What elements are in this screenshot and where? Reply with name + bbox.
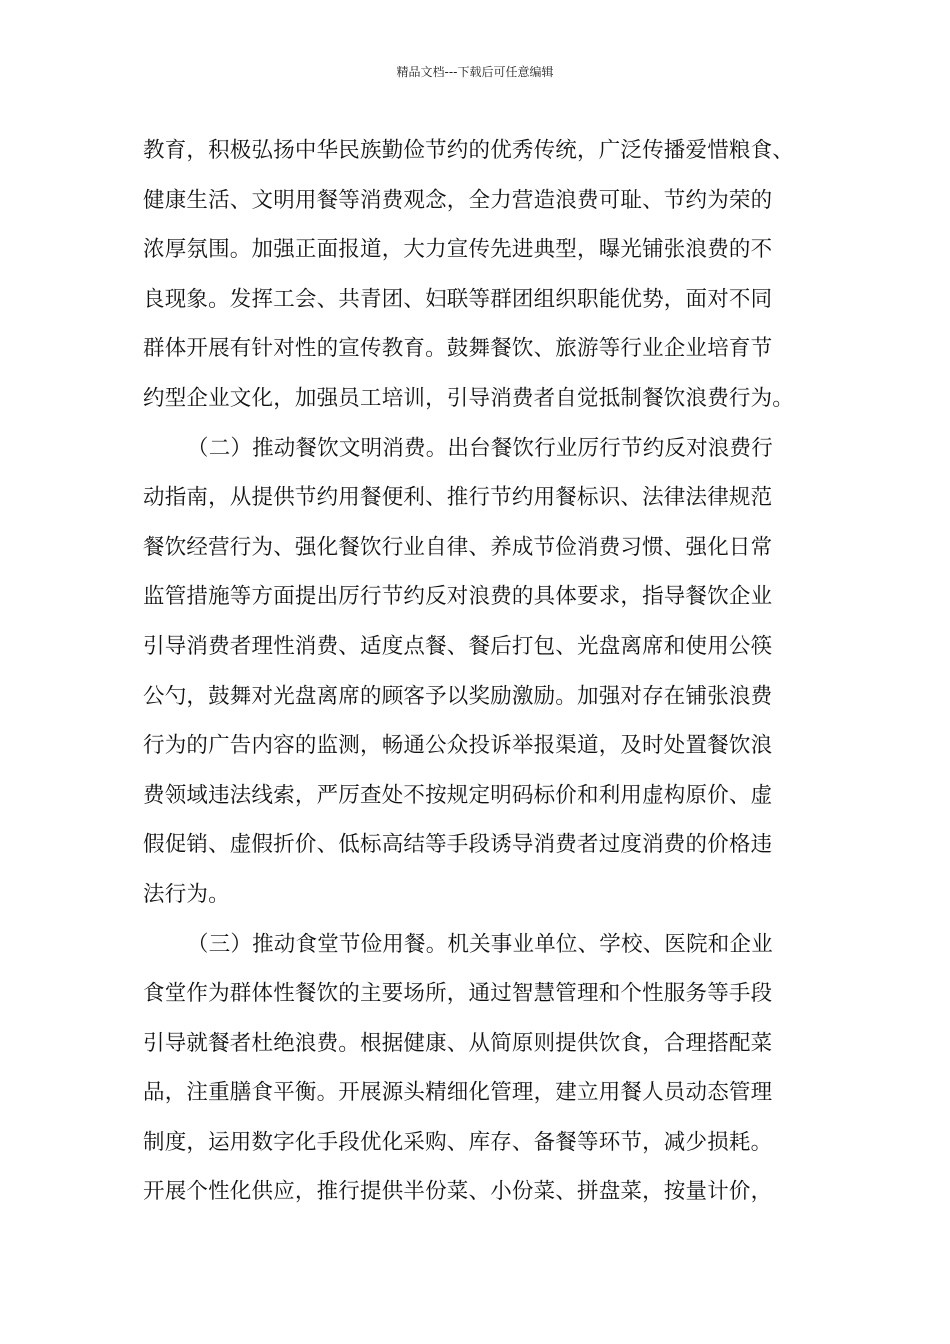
document-body (143, 126, 813, 1217)
text-line: 动指南，从提供节约用餐便利、推行节约用餐标识、法律法律规范 (143, 485, 773, 511)
text-line: 教育，积极弘扬中华民族勤俭节约的优秀传统，广泛传播爱惜粮食、 (143, 138, 795, 163)
page-header: 精品文档---下载后可任意编辑 (396, 65, 554, 79)
text-line: 法行为。 (143, 881, 230, 907)
text-line: 引导就餐者杜绝浪费。根据健康、从简原则提供饮食，合理搭配菜 (143, 1030, 773, 1056)
text-line: 开展个性化供应，推行提供半份菜、小份菜、拼盘菜，按量计价， (143, 1179, 773, 1205)
text-line: 群体开展有针对性的宣传教育。鼓舞餐饮、旅游等行业企业培育节 (143, 336, 773, 362)
text-line: 浓厚氛围。加强正面报道，大力宣传先进典型，曝光铺张浪费的不 (143, 237, 773, 263)
paragraph-1 (143, 126, 813, 424)
text-line: （三）推动食堂节俭用餐。机关事业单位、学校、医院和企业 (187, 931, 773, 957)
text-line: 制度，运用数字化手段优化采购、库存、备餐等环节，减少损耗。 (143, 1129, 773, 1155)
text-line: 公勺，鼓舞对光盘离席的顾客予以奖励激励。加强对存在铺张浪费 (143, 683, 773, 709)
text-line: 健康生活、文明用餐等消费观念，全力营造浪费可耻、节约为荣的 (143, 187, 773, 213)
text-line: 假促销、虚假折价、低标高结等手段诱导消费者过度消费的价格违 (143, 832, 773, 858)
paragraph-2 (143, 424, 813, 920)
text-line: 良现象。发挥工会、共青团、妇联等群团组织职能优势，面对不同 (143, 286, 773, 312)
text-line: 约型企业文化，加强员工培训，引导消费者自觉抵制餐饮浪费行为。 (143, 385, 795, 411)
text-line: 费领域违法线索，严厉查处不按规定明码标价和利用虚构原价、虚 (143, 782, 773, 808)
text-line: 食堂作为群体性餐饮的主要场所，通过智慧管理和个性服务等手段 (143, 981, 773, 1007)
text-line: 品，注重膳食平衡。开展源头精细化管理，建立用餐人员动态管理 (143, 1080, 773, 1106)
text-line: 引导消费者理性消费、适度点餐、餐后打包、光盘离席和使用公筷 (143, 633, 773, 659)
text-line: 餐饮经营行为、强化餐饮行业自律、养成节俭消费习惯、强化日常 (143, 534, 773, 560)
text-line: 监管措施等方面提出厉行节约反对浪费的具体要求，指导餐饮企业 (143, 584, 773, 610)
text-line: 行为的广告内容的监测，畅通公众投诉举报渠道，及时处置餐饮浪 (143, 733, 773, 759)
paragraph-3 (143, 920, 813, 1218)
text-line: （二）推动餐饮文明消费。出台餐饮行业厉行节约反对浪费行 (187, 435, 773, 461)
